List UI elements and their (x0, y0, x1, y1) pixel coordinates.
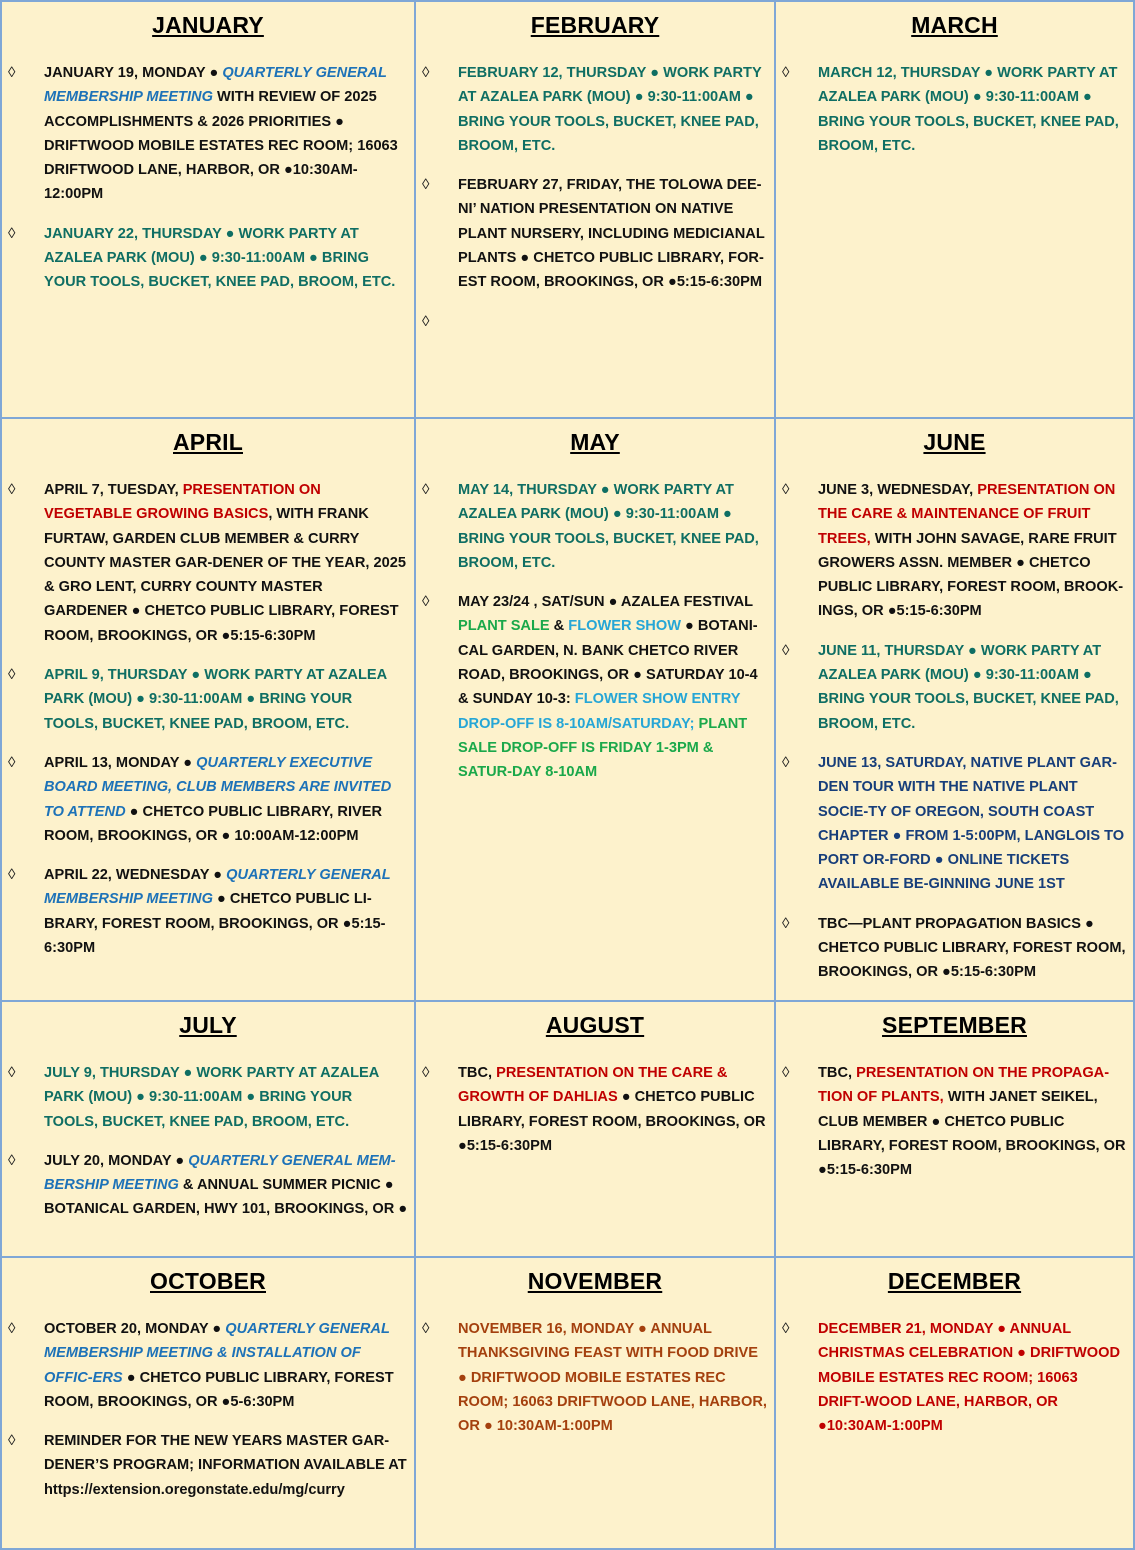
event-text: QUARTERLY GENERAL MEM-BERSHIP MEETING (44, 1152, 396, 1194)
diamond-bullet-icon (8, 1149, 15, 1173)
event-text: WITH JOHN SAVAGE, RARE FRUIT GROWERS ASSN. MEMBER ● CHETCO PUBLIC LIBRARY, FOREST ROOM, BROOK-INGS, OR ●5:15-6:30PM (818, 530, 1124, 620)
event-item (776, 1061, 1133, 1182)
event-item (416, 1317, 774, 1438)
event-text: APRIL 22, WEDNESDAY ● (44, 867, 227, 884)
event-text: PRESENTATION ON THE CARE & MAINTENANCE OF FRUIT TREES, (818, 482, 1116, 547)
event-item (416, 173, 774, 294)
month-cell-november (414, 1256, 776, 1550)
event-list (2, 478, 414, 960)
event-list (416, 1317, 774, 1438)
month-cell-march (774, 0, 1135, 419)
event-text: FLOWER SHOW ENTRY DROP-OFF IS 8-10AM/SATURDAY; (458, 691, 741, 732)
event-text: TBC—PLANT PROPAGATION BASICS ● CHETCO PUBLIC LIBRARY, FOREST ROOM, BROOKINGS, OR ●5:15-6:30PM (818, 915, 1126, 981)
event-item (776, 478, 1133, 624)
event-text: QUARTERLY EXECUTIVE BOARD MEETING, CLUB MEMBERS ARE INVITED TO ATTEND (44, 754, 392, 820)
event-text: QUARTERLY GENERAL MEMBERSHIP MEETING (44, 65, 387, 106)
diamond-bullet-icon (782, 1061, 789, 1085)
month-cell-october (0, 1256, 416, 1550)
month-cell-april (0, 417, 416, 1002)
event-list (776, 1061, 1133, 1182)
diamond-bullet-icon (8, 1061, 15, 1085)
event-text: APRIL 13, MONDAY ● (44, 754, 197, 771)
diamond-bullet-icon (8, 1429, 15, 1453)
event-list (2, 1317, 414, 1502)
event-item (2, 222, 414, 295)
diamond-bullet-icon (8, 1317, 15, 1341)
month-cell-may (414, 417, 776, 1002)
event-text: REMINDER FOR THE NEW YEARS MASTER GAR-DENER’S PROGRAM; INFORMATION AVAILABLE AT https://extension.oregonstate.edu/mg/curry (44, 1433, 407, 1498)
event-text: TBC, (458, 1065, 497, 1081)
month-cell-september (774, 1000, 1135, 1258)
month-title: MARCH (911, 12, 998, 38)
event-item (2, 61, 414, 207)
event-text: PRESENTATION ON THE CARE & GROWTH OF DAHLIAS (458, 1065, 728, 1106)
month-title: APRIL (173, 429, 243, 455)
event-text: PLANT SALE (458, 618, 550, 635)
month-title: DECEMBER (887, 1268, 1022, 1294)
event-text: JUNE 3, WEDNESDAY, (818, 482, 978, 498)
event-list (416, 1061, 774, 1158)
event-text: & (549, 618, 569, 635)
event-text: PLANT SALE DROP-OFF IS FRIDAY 1-3PM & SATUR-DAY 8-10AM (458, 715, 748, 781)
event-text: TBC, (818, 1065, 857, 1081)
event-item (416, 478, 774, 575)
event-text: ● CHETCO PUBLIC LIBRARY, FOREST ROOM, BROOKINGS, OR ●5:15-6:30PM (458, 1089, 766, 1154)
diamond-bullet-icon (8, 751, 15, 775)
event-list (776, 1317, 1133, 1438)
diamond-bullet-icon (422, 173, 429, 197)
month-title: JANUARY (152, 12, 264, 38)
event-list (776, 61, 1133, 158)
diamond-bullet-icon (422, 310, 429, 334)
diamond-bullet-icon (8, 863, 15, 887)
event-text: ● CHETCO PUBLIC LIBRARY, FOREST ROOM, BROOKINGS, OR ●5-6:30PM (44, 1369, 394, 1410)
event-text: JANUARY 19, MONDAY ● (44, 65, 223, 81)
event-text: DECEMBER 21, MONDAY ● ANNUAL CHRISTMAS CELEBRATION ● DRIFTWOOD MOBILE ESTATES REC ROOM; 16063 DRIFT-WOOD LANE, HARBOR, OR ●10:30AM-1:00PM (818, 1321, 1121, 1435)
diamond-bullet-icon (8, 222, 15, 246)
diamond-bullet-icon (422, 590, 429, 614)
event-item (2, 1317, 414, 1414)
event-text: WITH JANET SEIKEL, CLUB MEMBER ● CHETCO PUBLIC LIBRARY, FOREST ROOM, BROOKINGS, OR ●5:15-6:30PM (818, 1089, 1126, 1179)
diamond-bullet-icon (422, 1317, 429, 1341)
month-title: JULY (179, 1012, 237, 1038)
month-title: OCTOBER (150, 1268, 266, 1294)
month-cell-june (774, 417, 1135, 1002)
event-text: MARCH 12, THURSDAY ● WORK PARTY AT AZALEA PARK (MOU) ● 9:30-11:00AM ● BRING YOUR TOOLS, BUCKET, KNEE PAD, BROOM, ETC. (818, 65, 1119, 154)
diamond-bullet-icon (8, 478, 15, 502)
event-list (776, 478, 1133, 985)
event-item (776, 751, 1133, 897)
event-text: APRIL 7, TUESDAY, (44, 482, 183, 498)
diamond-bullet-icon (422, 61, 429, 85)
event-list (416, 478, 774, 785)
diamond-bullet-icon (782, 751, 789, 775)
month-cell-july (0, 1000, 416, 1258)
diamond-bullet-icon (422, 1061, 429, 1085)
event-text: QUARTERLY GENERAL MEMBERSHIP MEETING & INSTALLATION OF OFFIC-ERS (44, 1321, 390, 1386)
event-item (2, 1149, 414, 1222)
diamond-bullet-icon (782, 639, 789, 663)
event-text: ● BOTANI-CAL GARDEN, N. BANK CHETCO RIVER ROAD, BROOKINGS, OR ● SATURDAY 10-4 & SUNDAY 10-3: (458, 618, 758, 708)
diamond-bullet-icon (8, 663, 15, 687)
event-item (416, 1061, 774, 1158)
event-item (416, 590, 774, 784)
event-text: MAY 14, THURSDAY ● WORK PARTY AT AZALEA PARK (MOU) ● 9:30-11:00AM ● BRING YOUR TOOLS, BUCKET, KNEE PAD, BROOM, ETC. (458, 482, 759, 571)
event-text: ● CHETCO PUBLIC LI-BRARY, FOREST ROOM, BROOKINGS, OR ●5:15-6:30PM (44, 891, 386, 957)
event-item (2, 751, 414, 848)
event-item (2, 1061, 414, 1134)
event-item (776, 912, 1133, 985)
event-text: OCTOBER 20, MONDAY ● (44, 1321, 226, 1337)
event-text: JUNE 13, SATURDAY, NATIVE PLANT GAR-DEN TOUR WITH THE NATIVE PLANT SOCIE-TY OF OREGON, SOUTH COAST CHAPTER ● FROM 1-5:00PM, LANGLOIS TO PORT OR-FORD ● ONLINE TICKETS AVAILABLE BE-GINNING JUNE 1ST (818, 754, 1125, 893)
month-title: AUGUST (545, 1012, 645, 1038)
diamond-bullet-icon (782, 478, 789, 502)
event-item (2, 663, 414, 736)
event-text: JULY 9, THURSDAY ● WORK PARTY AT AZALEA PARK (MOU) ● 9:30-11:00AM ● BRING YOUR TOOLS, BUCKET, KNEE PAD, BROOM, ETC. (44, 1065, 379, 1130)
event-item (2, 478, 414, 648)
event-list (2, 61, 414, 295)
event-item (416, 310, 774, 334)
month-cell-february (414, 0, 776, 419)
month-title: FEBRUARY (530, 12, 660, 38)
event-item (776, 639, 1133, 736)
month-cell-january (0, 0, 416, 419)
diamond-bullet-icon (782, 61, 789, 85)
event-item (776, 1317, 1133, 1438)
event-text: FEBRUARY 27, FRIDAY, THE TOLOWA DEE-NI’ NATION PRESENTATION ON NATIVE PLANT NURSERY, INCLUDING MEDICIANAL PLANTS ● CHETCO PUBLIC LIBRARY, FOR-EST ROOM, BROOKINGS, OR ●5:15-6:30PM (458, 177, 765, 291)
event-text: APRIL 9, THURSDAY ● WORK PARTY AT AZALEA PARK (MOU) ● 9:30-11:00AM ● BRING YOUR TOOLS, BUCKET, KNEE PAD, BROOM, ETC. (44, 667, 387, 732)
month-cell-august (414, 1000, 776, 1258)
event-text: MAY 23/24 , SAT/SUN ● AZALEA FESTIVAL (458, 594, 753, 611)
month-title: MAY (570, 429, 620, 455)
event-text: & ANNUAL SUMMER PICNIC ● BOTANICAL GARDEN, HWY 101, BROOKINGS, OR ● (44, 1177, 408, 1218)
diamond-bullet-icon (8, 61, 15, 85)
event-text: WITH REVIEW OF 2025 ACCOMPLISHMENTS & 2026 PRIORITIES ● DRIFTWOOD MOBILE ESTATES REC ROOM; 16063 DRIFTWOOD LANE, HARBOR, OR ●10:30AM-12:00PM (44, 89, 398, 203)
event-list (2, 1061, 414, 1222)
month-title: NOVEMBER (527, 1268, 663, 1294)
event-item (2, 1429, 414, 1502)
event-text: PRESENTATION ON THE PROPAGA-TION OF PLANTS, (818, 1065, 1110, 1106)
event-text: ● CHETCO PUBLIC LIBRARY, RIVER ROOM, BROOKINGS, OR ● 10:00AM-12:00PM (44, 803, 383, 844)
event-text: NOVEMBER 16, MONDAY ● ANNUAL THANKSGIVING FEAST WITH FOOD DRIVE ● DRIFTWOOD MOBILE ESTATES REC ROOM; 16063 DRIFTWOOD LANE, HARBOR, OR ● 10:30AM-1:00PM (458, 1321, 767, 1435)
event-list (416, 61, 774, 334)
diamond-bullet-icon (782, 912, 789, 936)
event-text: FLOWER SHOW (568, 618, 681, 635)
diamond-bullet-icon (782, 1317, 789, 1341)
diamond-bullet-icon (422, 478, 429, 502)
event-text: JUNE 11, THURSDAY ● WORK PARTY AT AZALEA PARK (MOU) ● 9:30-11:00AM ● BRING YOUR TOOLS, BUCKET, KNEE PAD, BROOM, ETC. (818, 642, 1119, 732)
event-item (2, 863, 414, 960)
event-item (776, 61, 1133, 158)
event-text: QUARTERLY GENERAL MEMBERSHIP MEETING (44, 867, 391, 908)
event-text: , WITH FRANK FURTAW, GARDEN CLUB MEMBER & CURRY COUNTY MASTER GAR-DENER OF THE YEAR, 2025 & GRO LENT, CURRY COUNTY MASTER GARDENER ● CHETCO PUBLIC LIBRARY, FOREST ROOM, BROOKINGS, OR ●5:15-6:30PM (44, 506, 406, 644)
event-text: JANUARY 22, THURSDAY ● WORK PARTY AT AZALEA PARK (MOU) ● 9:30-11:00AM ● BRING YOUR TOOLS, BUCKET, KNEE PAD, BROOM, ETC. (44, 225, 396, 291)
month-title: JUNE (923, 429, 986, 455)
event-text: FEBRUARY 12, THURSDAY ● WORK PARTY AT AZALEA PARK (MOU) ● 9:30-11:00AM ● BRING YOUR TOOLS, BUCKET, KNEE PAD, BROOM, ETC. (458, 65, 762, 154)
month-cell-december (774, 1256, 1135, 1550)
month-title: SEPTEMBER (882, 1012, 1027, 1038)
event-item (416, 61, 774, 158)
event-text: PRESENTATION ON VEGETABLE GROWING BASICS (44, 482, 321, 523)
event-text: JULY 20, MONDAY ● (44, 1152, 189, 1169)
